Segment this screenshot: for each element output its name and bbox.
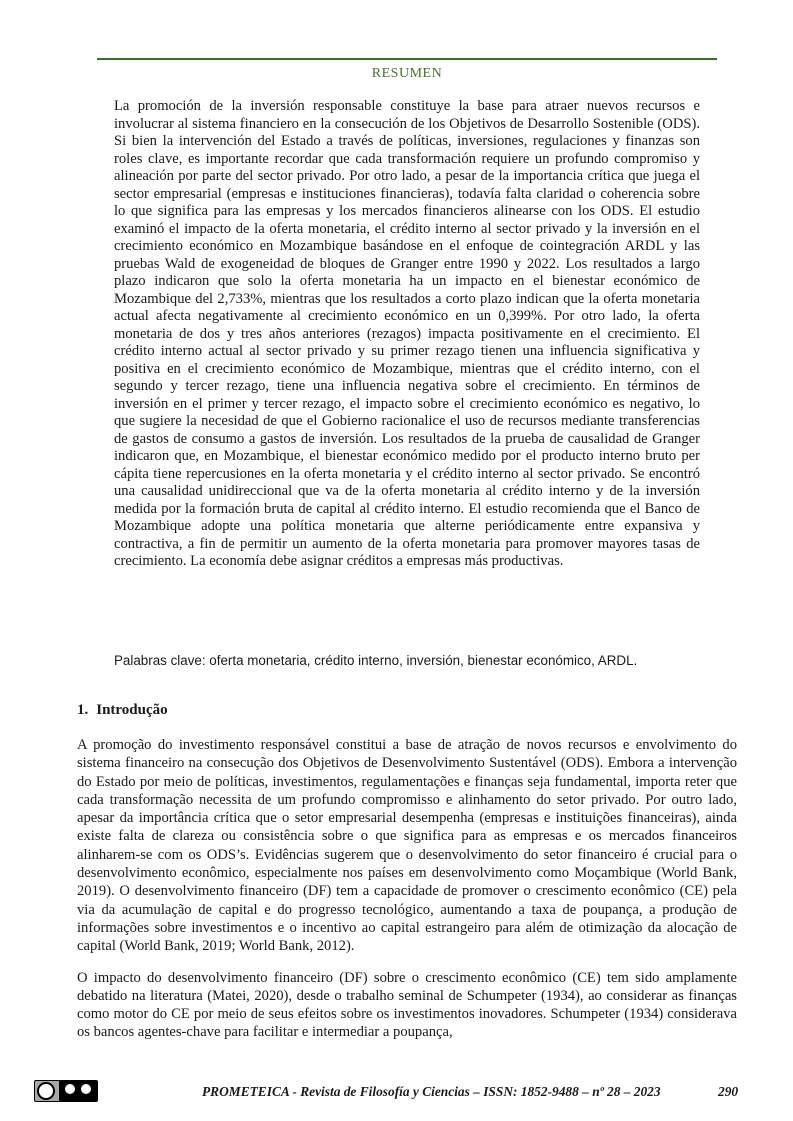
nc-icon — [80, 1083, 92, 1095]
cc-license-icon — [34, 1080, 98, 1102]
journal-citation: PROMETEICA - Revista de Filosofía y Ciencias – ISSN: 1852-9488 – nº 28 – 2023 — [202, 1084, 661, 1099]
abstract-text: La promoción de la inversión responsable constituye la base para atraer nuevos recursos e involucrar al sistema financiero en la consecución de los Objetivos de Desarrollo Sostenible (ODS). Si bien la intervención del Estado a través de políticas, inversiones, regulaciones y finanzas son roles clave, es importante recordar que cada transformación requiere un profundo compromiso y alineación por parte del sector privado. Por otro lado, a pesar de la importancia crítica que juega el sector empresarial (empresas e instituciones financieras), todavía falta claridad o coherencia sobre lo que significa para las empresas y los mercados financieros alinearse con los ODS. El estudio examinó el impacto de la oferta monetaria, el crédito interno al sector privado y la inversión en el crecimiento económico en Mozambique basándose en el enfoque de cointegración ARDL y las pruebas Wald de exogeneidad de bloques de Granger entre 1990 y 2022. Los resultados a largo plazo indicaron que solo la oferta monetaria ha un impacto en el bienestar económico de Mozambique del 2,733%, mientras que los resultados a corto plazo indican que la oferta monetaria actual afecta negativamente al crecimiento económico en un 0,399%. Por otro lado, la oferta monetaria de dos y tres años anteriores (rezagos) impacta positivamente en el crecimiento. El crédito interno actual al sector privado y su primer rezago tienen una influencia significativa y positiva en el crecimiento económico de Mozambique, mientras que el crédito interno, con el segundo y tercer rezago, tiene una influencia negativa sobre el crecimiento. En términos de inversión en el primer y tercer rezago, el impacto sobre el crecimiento económico es negativo, lo que sugiere la necesidad de que el Gobierno racionalice el uso de recursos mediante transferencias de gastos de consumo a gastos de inversión. Los resultados de la prueba de causalidad de Granger indicaron que, en Mozambique, el bienestar económico medido por el producto interno bruto per cápita tiene repercusiones en la oferta monetaria y el crédito interno al sector privado. Se encontró una causalidad unidireccional que va de la oferta monetaria al crédito interno y de la inversión medida por la formación bruta de capital al crédito interno. El estudio recomienda que el Banco de Mozambique adopte una política monetaria que alterne periódicamente entre expansiva y contractiva, a fin de permitir un aumento de la oferta monetaria para promover mayores tasas de crecimiento. La economía debe asignar créditos a empresas más productivas. — [114, 98, 700, 569]
page-number: 290 — [718, 1084, 739, 1099]
section-heading — [77, 702, 168, 719]
intro-paragraph: A promoção do investimento responsável constitui a base de atração de novos recursos e envolvimento do sistema financeiro na consecução dos Objetivos de Desenvolvimento Sustentável (ODS). Embora a intervenção do Estado por meio de políticas, investimentos, regulamentações e finanças seja fundamental, importa reter que cada transformação necessita de um profundo compromisso e alinhamento do setor privado. Por outro lado, apesar da importância crítica que o setor empresarial desempenha (empresas e instituições financeiras), ainda existe falta de clareza ou consistência sobre o que significa para as empresas e os mercados financeiros alinharem-se com os ODS’s. Evidências sugerem que o desenvolvimento do setor financeiro é crucial para o desenvolvimento econômico, especialmente nos países em desenvolvimento como Moçambique (World Bank, 2019). O desenvolvimento financeiro (DF) tem a capacidade de promover o crescimento econômico (CE) pela via da acumulação de capital e do progresso tecnológico, aumentando a taxa de poupança, a produção de informações sobre investimentos e o incentivo ao capital estrangeiro para além de otimização da alocação de capital (World Bank, 2019; World Bank, 2012). — [77, 737, 737, 955]
page-footer — [0, 1080, 793, 1110]
by-icon — [64, 1083, 76, 1095]
section-title: Introdução — [96, 702, 168, 718]
section-number: 1. — [77, 702, 89, 718]
intro-body — [77, 736, 737, 1055]
abstract-keywords: Palabras clave: oferta monetaria, crédito interno, inversión, bienestar económico, ARDL. — [114, 653, 638, 668]
intro-paragraph: O impacto do desenvolvimento financeiro (DF) sobre o crescimento econômico (CE) tem sido amplamente debatido na literatura (Matei, 2020), desde o trabalho seminal de Schumpeter (1934), ao considerar as finanças como motor do CE por meio de seus efeitos sobre os investimentos inovadores. Schumpeter (1934) considerava os bancos agentes-chave para facilitar e intermediar a poupança, — [77, 969, 737, 1041]
top-rule — [97, 58, 717, 60]
cc-logo-icon — [37, 1082, 55, 1100]
cc-attribution-icon — [59, 1081, 97, 1101]
abstract-heading: RESUMEN — [371, 66, 443, 81]
